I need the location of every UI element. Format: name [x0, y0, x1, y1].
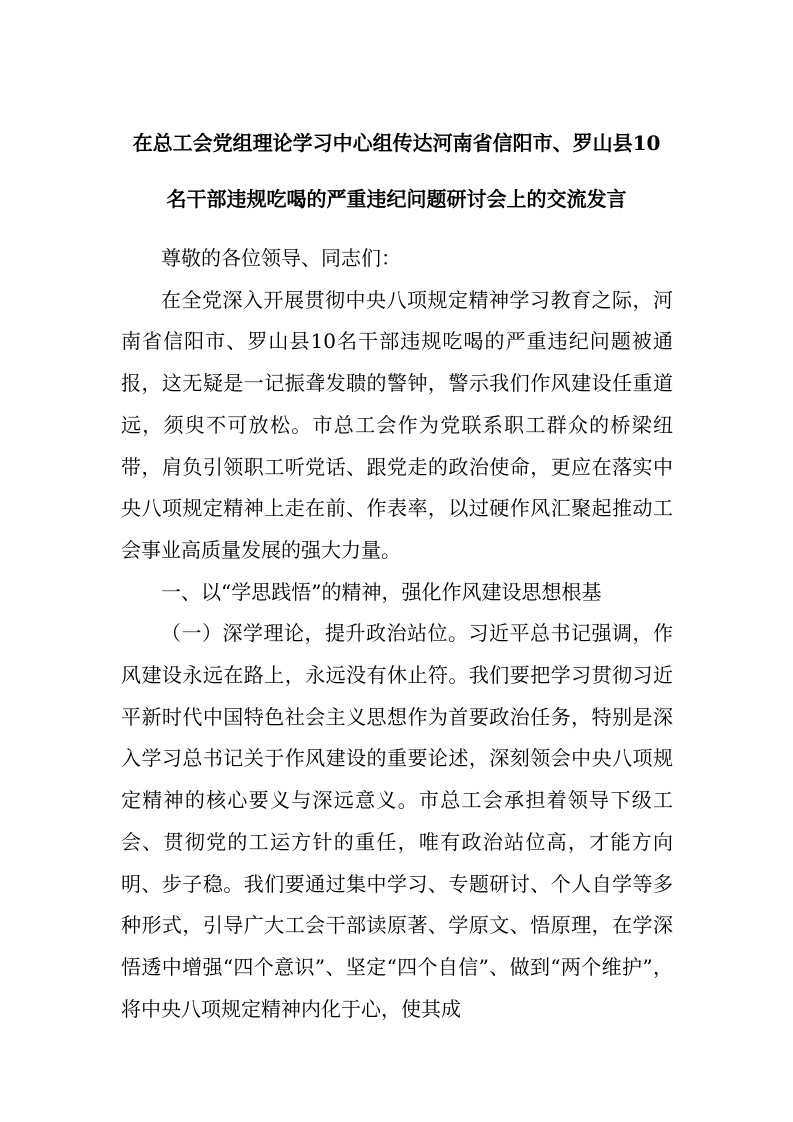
body-paragraph: （一）深学理论，提升政治站位。习近平总书记强调，作风建设永远在路上，永远没有休止符。我们要把学习贯彻习近平新时代中国特色社会主义思想作为首要政治任务，特别是深入学习总书记关于作风建设的重要论述，深刻领会中央八项规定精神的核心要义与深远意义。市总工会承担着领导下级工会、贯彻党的工运方针的重任，唯有政治站位高，才能方向明、步子稳。我们要通过集中学习、专题研讨、个人自学等多种形式，引导广大工会干部读原著、学原文、悟原理，在学深悟透中增强“四个意识”、坚定“四个自信”、做到“两个维护”，将中央八项规定精神内化于心，使其成 [121, 621, 673, 1021]
document-title-line-1: 在总工会党组理论学习中心组传达河南省信阳市、罗山县10 [132, 131, 661, 155]
salutation: 尊敬的各位领导、同志们： [161, 246, 401, 270]
document-body [121, 238, 673, 1030]
section-heading: 一、以“学思践悟”的精神，强化作风建设思想根基 [161, 579, 602, 604]
body-paragraph: 在全党深入开展贯彻中央八项规定精神学习教育之际，河南省信阳市、罗山县10名干部违规吃喝的严重违纪问题被通报，这无疑是一记振聋发聩的警钟，警示我们作风建设任重道远，须臾不可放松。市总工会作为党联系职工群众的桥梁纽带，肩负引领职工听党话、跟党走的政治使命，更应在落实中央八项规定精神上走在前、作表率，以过硬作风汇聚起推动工会事业高质量发展的强大力量。 [121, 287, 673, 562]
document-title-line-2: 名干部违规吃喝的严重违纪问题研讨会上的交流发言 [166, 187, 627, 211]
